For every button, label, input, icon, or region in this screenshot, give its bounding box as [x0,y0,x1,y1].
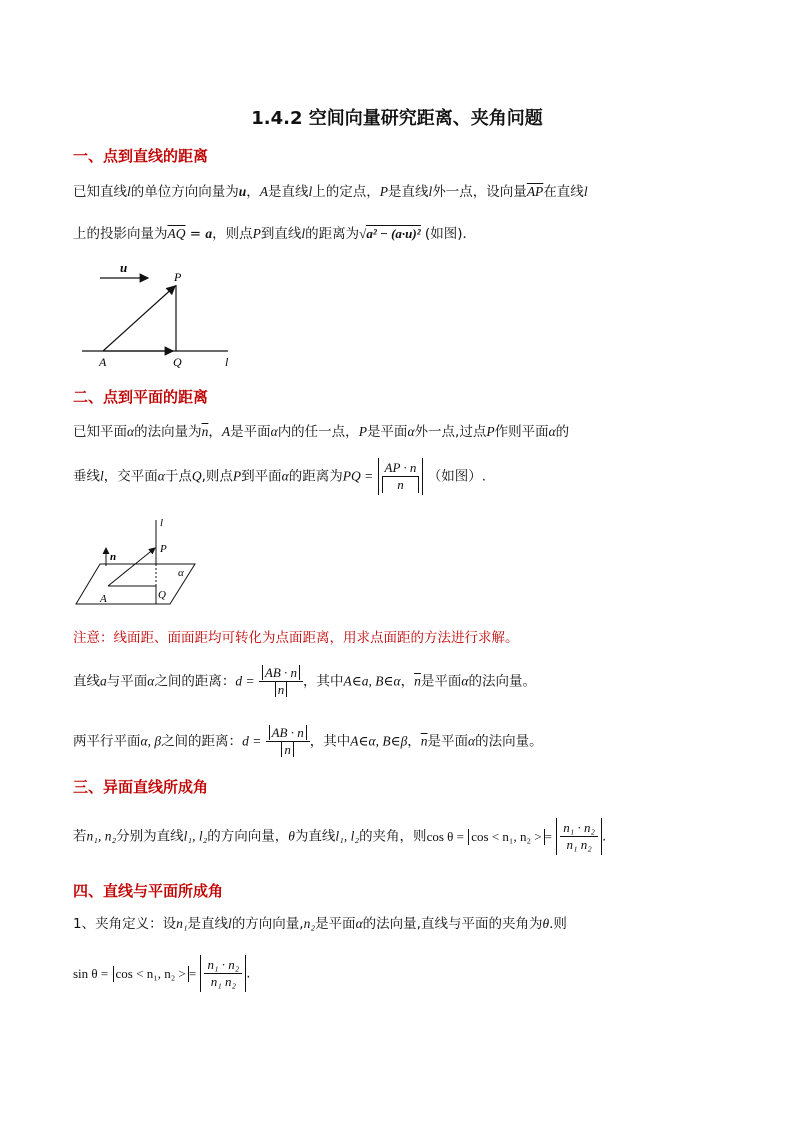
page-title: 1.4.2 空间向量研究距离、夹角问题 [251,108,543,129]
s1-paragraph-line2: 上的投影向量为$\overline{AQ} = a$，则点P到直线l的距离为√a² − (a·u)² (如图)． [73,226,476,242]
point-to-line-figure [78,260,248,370]
label-p-3d: P [160,543,167,555]
label-l-3d: l [160,518,164,529]
section-heading-skew-lines-angle: 三、异面直线所成角 [73,778,209,796]
distance-formula: √a² − (a·u)² [359,226,421,241]
s3-paragraph: 若n₁, n₂分别为直线l₁, l₂的方向向量，θ为直线l₁, l₂的夹角，则cos θ = cos < n₁, n₂ > = $\frac{\text{n₁ · n₂}}{\text{n₁ n₂}}$ . [73,818,606,855]
label-alpha: α [178,567,184,579]
label-q-3d: Q [158,589,166,601]
s2-paragraph-line1: 已知平面α的法向量为$\overline{n}$，A是平面α内的任一点，P是平面α外一点,过点P作则平面α的 [73,424,570,440]
label-n: n [110,551,117,563]
label-q: Q [173,355,182,369]
point-plane-distance-formula: $\frac{AP \cdot n}{n}$ [378,458,424,495]
label-a-3d: A [100,593,107,605]
section-heading-point-to-line: 一、点到直线的距离 [73,147,209,165]
note-text: 注意：线面距、面面距均可转化为点面距离，用求点面距的方法进行求解。 [73,630,519,646]
vector-ap [103,286,175,351]
s2-line-plane-distance: 直线a与平面α之间的距离：d = $\frac{AB \cdot n}{n}$ ，其中A∈a, B∈α，$\overline{n}$是平面α的法向量。 [73,665,536,697]
point-to-plane-figure [74,518,204,610]
s2-plane-plane-distance: 两平行平面α, β之间的距离：d = $\frac{AB \cdot n}{n}$ ，其中A∈α, B∈β，$\overline{n}$是平面α的法向量。 [73,725,543,757]
s4-sin-formula: sin θ = cos < n₁, n₂ > = $\frac{\text{n₁ · n₂}}{\text{n₁ n₂}}$ . [73,955,251,992]
label-a: A [99,355,107,369]
s1-paragraph-line1: 已知直线l的单位方向向量为u，A是直线l上的定点，P是直线l外一点，设向量$\overline{AP}$在直线l [73,184,588,200]
label-l: l [225,355,229,369]
s4-paragraph-line1: 1、夹角定义：设n₁是直线l的方向向量,n₂是平面α的法向量,直线与平面的夹角为θ.则 [73,916,567,932]
section-heading-point-to-plane: 二、点到平面的距离 [73,388,209,406]
label-p: P [174,270,182,284]
label-u: u [120,260,128,275]
section-heading-line-plane-angle: 四、直线与平面所成角 [73,882,224,900]
s2-paragraph-line2: 垂线l，交平面α于点Q,则点P到平面α的距离为PQ = $\frac{AP \cdot n}{n}$ （如图）. [73,458,486,495]
